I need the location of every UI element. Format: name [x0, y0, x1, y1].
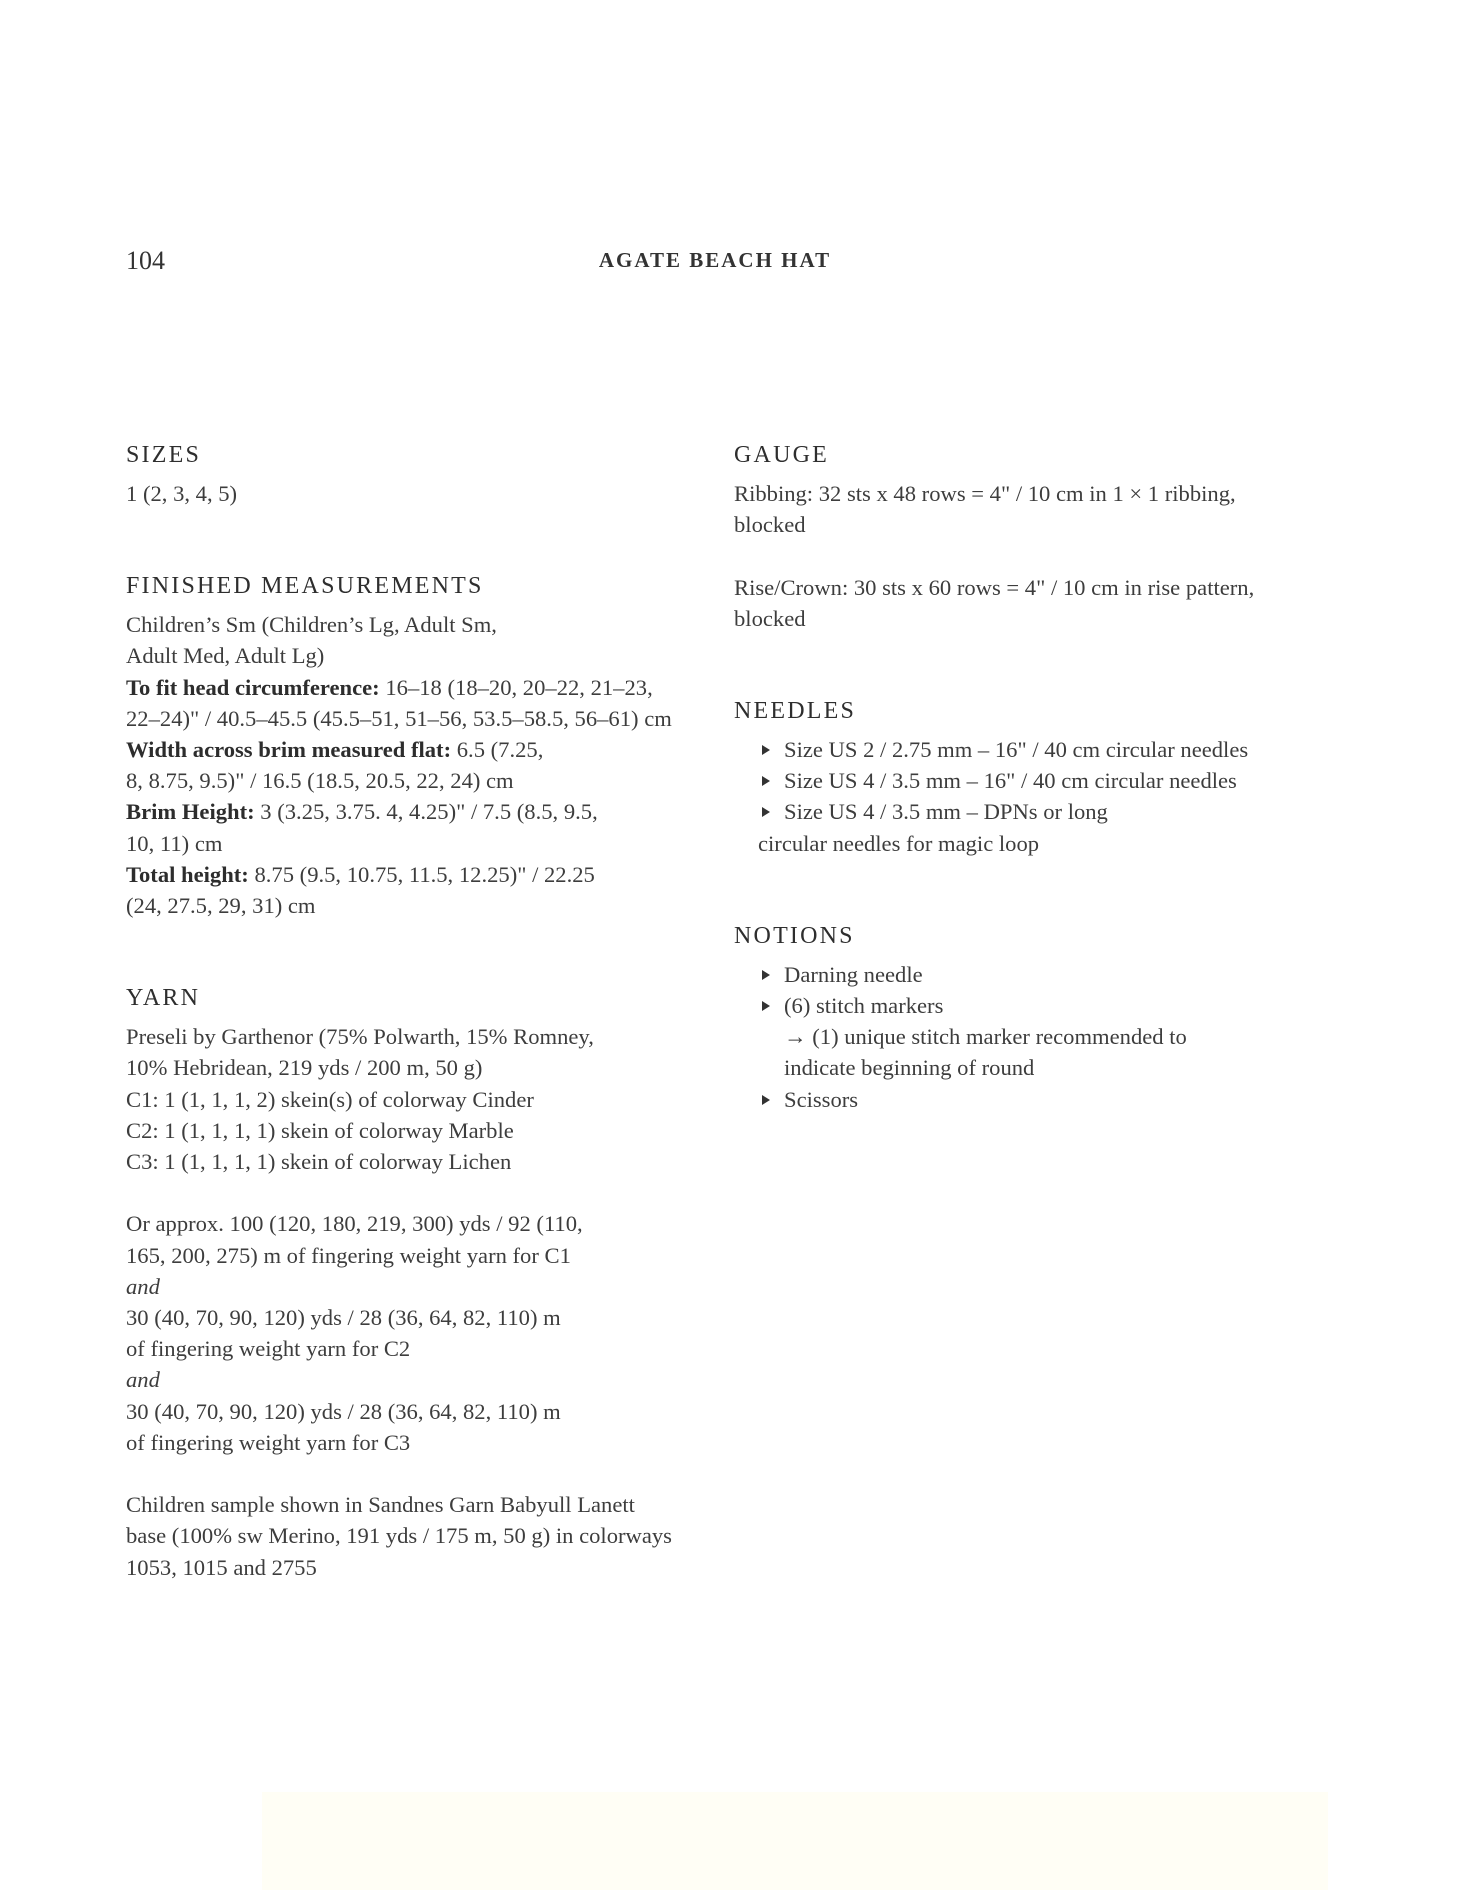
total-height-line [126, 859, 706, 890]
notions-heading: NOTIONS [734, 922, 855, 949]
yarn-line: Preseli by Garthenor (75% Polwarth, 15% Romney, [126, 1024, 594, 1050]
brim-width-label: Width across brim measured flat: [126, 737, 452, 763]
yarn-line: 10% Hebridean, 219 yds / 200 m, 50 g) [126, 1055, 483, 1081]
left-column [126, 440, 706, 1583]
total-height-value: 8.75 (9.5, 10.75, 11.5, 12.25)" / 22.25 [248, 861, 595, 887]
notions-list [734, 959, 1334, 1021]
head-circumference-line: 22–24)" / 40.5–45.5 (45.5–51, 51–56, 53.5–58.5, 56–61) cm [126, 705, 672, 731]
brim-width-line: 8, 8.75, 9.5)" / 16.5 (18.5, 20.5, 22, 24) cm [126, 768, 514, 794]
children-sample-line: Children sample shown in Sandnes Garn Babyull Lanett [126, 1492, 635, 1518]
list-item [734, 796, 1334, 827]
yarn-line: C2: 1 (1, 1, 1, 1) skein of colorway Marble [126, 1117, 514, 1143]
list-item-text: Scissors [784, 1086, 859, 1112]
list-item [734, 1084, 1334, 1115]
brim-width-value: 6.5 (7.25, [451, 737, 544, 763]
total-height-line: (24, 27.5, 29, 31) cm [126, 893, 316, 919]
gauge-ribbing-line: blocked [734, 512, 806, 538]
finished-measurements-heading: FINISHED MEASUREMENTS [126, 573, 484, 600]
yarn-alternative-line: 165, 200, 275) m of fingering weight yarn for C1 [126, 1242, 571, 1268]
list-item [734, 959, 1334, 990]
head-circumference-value: 16–18 (18–20, 20–22, 21–23, [379, 674, 653, 700]
total-height-label: Total height: [126, 861, 249, 887]
yarn-alternative-line: of fingering weight yarn for C3 [126, 1429, 411, 1455]
footer-band [262, 1792, 1328, 1890]
bullet-triangle-icon [762, 776, 770, 786]
gauge-heading: GAUGE [734, 442, 829, 468]
needles-list [734, 734, 1334, 828]
bullet-triangle-icon [762, 1095, 770, 1105]
bullet-triangle-icon [762, 970, 770, 980]
sizes-value: 1 (2, 3, 4, 5) [126, 481, 238, 506]
bullet-triangle-icon [762, 807, 770, 817]
brim-height-label: Brim Height: [126, 799, 255, 825]
sizes-heading: SIZES [126, 442, 202, 468]
gauge-ribbing-line: Ribbing: 32 sts x 48 rows = 4" / 10 cm in 1 × 1 ribbing, [734, 481, 1236, 506]
yarn-alternative-line: Or approx. 100 (120, 180, 219, 300) yds / 92 (110, [126, 1211, 583, 1237]
yarn-and [126, 1364, 706, 1395]
yarn-alternative-line: 30 (40, 70, 90, 120) yds / 28 (36, 64, 82, 110) m [126, 1305, 561, 1331]
bullet-triangle-icon [762, 745, 770, 755]
list-item-text: (6) stitch markers [784, 993, 944, 1019]
size-names-line: Children’s Sm (Children’s Lg, Adult Sm, [126, 612, 497, 638]
brim-height-line [126, 796, 706, 827]
yarn-and-text: and [126, 1367, 160, 1393]
list-item [734, 990, 1334, 1021]
head-circumference-label: To fit head circumference: [126, 674, 380, 700]
needles-heading: NEEDLES [734, 698, 857, 724]
yarn-line: C1: 1 (1, 1, 1, 2) skein(s) of colorway Cinder [126, 1086, 534, 1112]
size-names-line: Adult Med, Adult Lg) [126, 643, 325, 669]
list-item-text: Darning needle [784, 961, 923, 987]
list-item-text: Size US 2 / 2.75 mm – 16" / 40 cm circular needles [784, 737, 1249, 762]
brim-height-value: 3 (3.25, 3.75. 4, 4.25)" / 7.5 (8.5, 9.5, [254, 799, 598, 825]
head-circumference-line [126, 672, 706, 703]
yarn-alternative-line: of fingering weight yarn for C2 [126, 1336, 411, 1362]
notions-subnote: indicate beginning of round [784, 1055, 1035, 1081]
children-sample-line: base (100% sw Merino, 191 yds / 175 m, 50 g) in colorways [126, 1523, 672, 1549]
bullet-triangle-icon [762, 1001, 770, 1011]
right-column [734, 440, 1334, 1115]
yarn-and-text: and [126, 1273, 160, 1299]
gauge-crown-line: Rise/Crown: 30 sts x 60 rows = 4" / 10 cm in rise pattern, [734, 574, 1255, 600]
gauge-crown-line: blocked [734, 605, 806, 631]
notions-subnote: → (1) unique stitch marker recommended to [784, 1024, 1187, 1050]
list-item-text: Size US 4 / 3.5 mm – DPNs or long [784, 799, 1108, 825]
page-title: AGATE BEACH HAT [598, 248, 832, 272]
list-item-text: Size US 4 / 3.5 mm – 16" / 40 cm circular needles [784, 768, 1237, 794]
yarn-heading: YARN [126, 985, 201, 1012]
list-item [734, 734, 1334, 765]
yarn-and [126, 1271, 706, 1302]
needles-continuation: circular needles for magic loop [758, 830, 1040, 856]
list-item [734, 765, 1334, 796]
brim-height-line: 10, 11) cm [126, 830, 223, 856]
page-number: 104 [126, 246, 165, 275]
yarn-line: C3: 1 (1, 1, 1, 1) skein of colorway Lichen [126, 1149, 512, 1175]
brim-width-line [126, 734, 706, 765]
notions-list [734, 1084, 1334, 1115]
yarn-alternative-line: 30 (40, 70, 90, 120) yds / 28 (36, 64, 82, 110) m [126, 1398, 561, 1424]
children-sample-line: 1053, 1015 and 2755 [126, 1554, 317, 1580]
